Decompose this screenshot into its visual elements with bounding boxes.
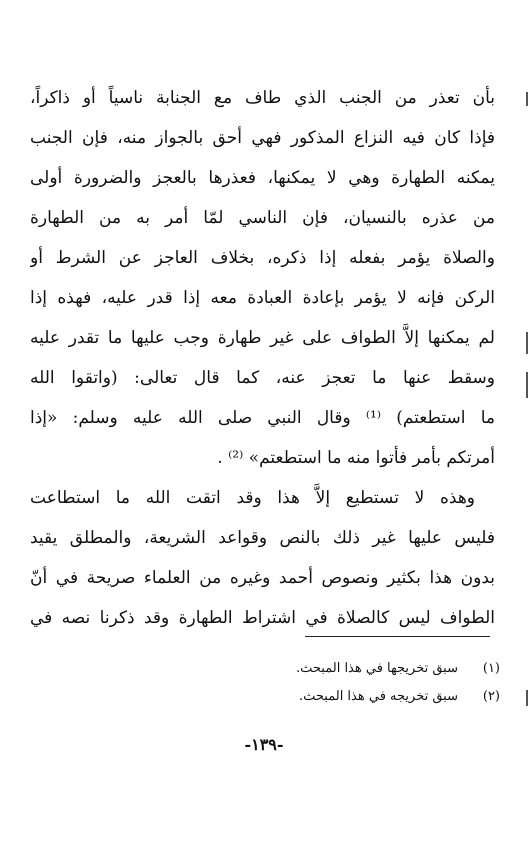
text-line-10: أمرتكم بأمر فأتوا منه ما استطعتم» ⁽²⁾ . [217, 448, 495, 468]
text-line-5: والصلاة يؤمر بفعله إذا ذكره، بخلاف العاجز عن الشرط أو [30, 248, 495, 268]
text-line-8: وسقط عنها ما تعجز عنه، كما قال تعالى: (واتقوا الله [30, 368, 495, 388]
footnote-text: سبق تخريجها في هذا المبحث. [296, 661, 458, 676]
text-line-13: بدون هذا بكثير ونصوص أحمد وغيره من العلماء صريحة في أنّ [30, 568, 495, 588]
text-line-12: فليس عليها غير ذلك بالنص وقواعد الشريعة، والمطلق يقيد [30, 528, 495, 548]
footnote-number: (١) [482, 661, 500, 676]
page-number: -١٣٩- [244, 735, 284, 754]
text-line-6: الركن فإنه لا يؤمر بإعادة العبادة معه إذا قدر عليه، فهذه إذا [30, 288, 495, 308]
footnote-1 [200, 655, 500, 683]
footnote-text: سبق تخريجه في هذا المبحث. [299, 689, 458, 704]
text-line-11: وهذه لا تستطيع إلاَّ هذا وقد اتقت الله ما استطاعت [30, 488, 475, 508]
footnotes [200, 655, 500, 711]
text-line-9: ما استطعتم) ⁽¹⁾ وقال النبي صلى الله عليه وسلم: «إذا [30, 408, 495, 428]
footnote-2 [200, 683, 500, 711]
footnote-number: (٢) [482, 689, 500, 704]
text-line-2: فإذا كان فيه النزاع المذكور فهي أحق بالجواز منه، فإن الجنب [30, 128, 495, 148]
text-line-3: يمكنه الطهارة وهي لا يمكنها، فعذرها بالعجز والضرورة أولى [30, 168, 495, 188]
main-text [30, 78, 495, 638]
text-line-14: الطواف ليس كالصلاة في اشتراط الطهارة وقد ذكرنا نصه في [30, 608, 495, 628]
text-line-4: من عذره بالنسيان، فإن الناسي لمّا أمر به من الطهارة [30, 208, 495, 228]
footnote-separator [305, 636, 490, 637]
text-line-1: بأن تعذر من الجنب الذي طاف مع الجنابة ناسياً أو ذاكراً، [30, 88, 495, 108]
text-line-7: لم يمكنها إلاَّ الطواف على غير طهارة وجب عليها ما تقدر عليه [30, 328, 495, 348]
